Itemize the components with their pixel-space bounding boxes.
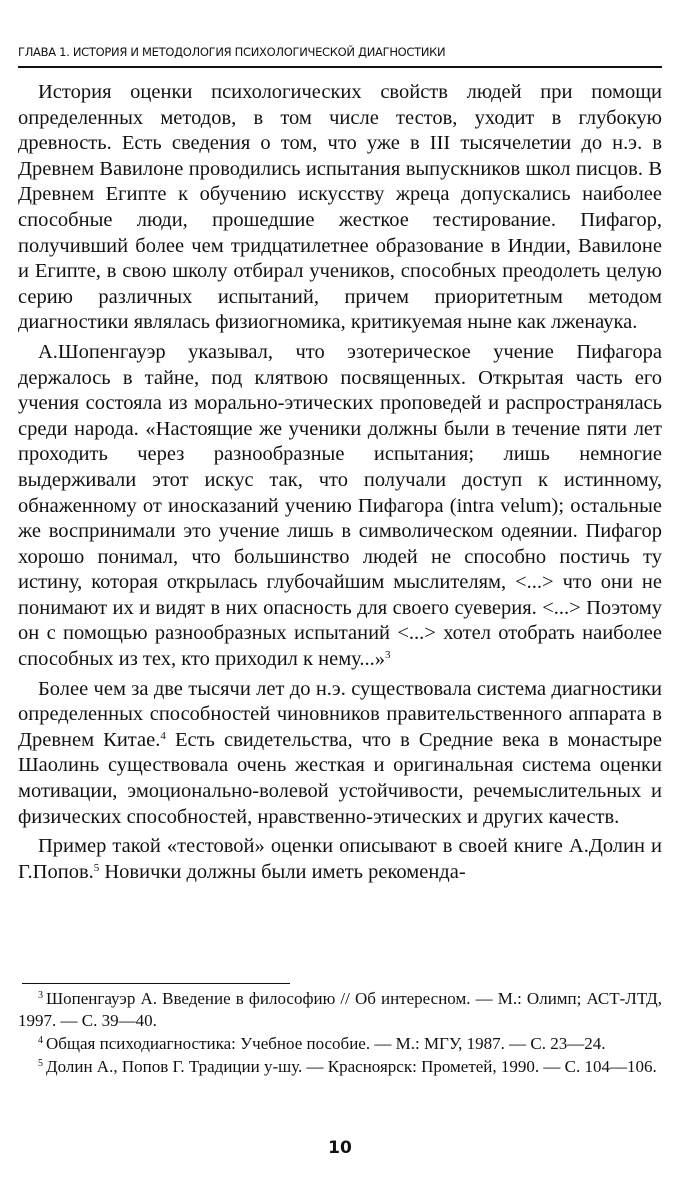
running-header: ГЛАВА 1. ИСТОРИЯ И МЕТОДОЛОГИЯ ПСИХОЛОГИЧЕСКОЙ ДИАГНОСТИКИ (18, 45, 446, 59)
paragraph-4-text-a: Пример такой «тестовой» оценки описывают в своей книге А.Долин и Г.Попов. (18, 835, 662, 883)
footnote-number: 3 (38, 990, 43, 1001)
footnotes (18, 988, 662, 1079)
paragraph-1 (18, 80, 662, 336)
footnote-text: Долин А., Попов Г. Традиции у-шу. — Красноярск: Прометей, 1990. — С. 104—106. (46, 1057, 657, 1076)
paragraph-1-text: История оценки психологических свойств людей при помощи определенных методов, в том числе тестов, уходит в глубокую древность. Есть сведения о том, что уже в III тысячелетии до н.э. в Древнем Вавилоне проводились испытания выпускников школ писцов. В Древнем Египте к обучению искусству жреца допускались наиболее способные люди, прошедшие жесткое тестирование. Пифагор, получивший более чем тридцатилетнее образование в Индии, Вавилоне и Египте, в свою школу отбирал учеников, способных преодолеть целую серию различных испытаний, причем приоритетным методом диагностики являлась физиогномика, критикуемая ныне как лженаука. (18, 81, 662, 334)
footnote-ref-4: 4 (160, 729, 166, 742)
footnote-3 (18, 988, 662, 1032)
footnote-ref-3: 3 (385, 649, 391, 662)
footnote-text: Шопенгауэр А. Введение в философию // Об интересном. — М.: Олимп; АСТ-ЛТД, 1997. — С. 39—40. (18, 989, 662, 1030)
paragraph-2 (18, 340, 662, 673)
footnote-number: 5 (38, 1058, 43, 1069)
paragraph-4-text-b: Новички должны были иметь рекоменда- (99, 860, 466, 883)
footnote-ref-5: 5 (93, 861, 100, 874)
paragraph-4 (18, 834, 662, 885)
page-number: 10 (328, 1138, 352, 1158)
footnote-separator (22, 983, 290, 984)
footnote-number: 4 (38, 1035, 43, 1046)
paragraph-3-text-a: Более чем за две тысячи лет до н.э. существовала система диагностики определенных способностей чиновников правительственного аппарата в Древнем Китае. (18, 677, 662, 751)
footnote-text: Общая психодиагностика: Учебное пособие. — М.: МГУ, 1987. — С. 23—24. (46, 1034, 606, 1053)
footnote-5 (18, 1056, 662, 1078)
paragraph-3-text-b: Есть свидетельства, что в Средние века в монастыре Шаолинь существовала очень жесткая и оригинальная система оценки мотивации, эмоционально-волевой устойчивости, речемыслительных и физических способностей, нравственно-этических и других качеств. (18, 728, 662, 828)
main-text (18, 80, 662, 885)
header-rule (18, 66, 662, 68)
footnote-4 (18, 1033, 662, 1055)
paragraph-2-text: А.Шопенгауэр указывал, что эзотерическое учение Пифагора держалось в тайне, под клятвою посвященных. Открытая часть его учения состояла из морально-этических проповедей и распространялась среди народа. «Настоящие же ученики должны были в течение пяти лет проходить через разнообразные испытания; лишь немногие выдерживали этот искус так, что получали доступ к истинному, обнаженному от иносказаний учению Пифагора (intra velum); остальные же воспринимали это учение лишь в символическом одеянии. Пифагор хорошо понимал, что большинство людей не способно постичь ту истину, которая открылась глубочайшим мыслителям, <...> что они не понимают их и видят в них опасность для своего суеверия. <...> Поэтому он с помощью разнообразных испытаний <...> хотел отобрать наиболее способных из тех, кто приходил к нему...» (18, 340, 662, 671)
paragraph-3 (18, 677, 662, 831)
